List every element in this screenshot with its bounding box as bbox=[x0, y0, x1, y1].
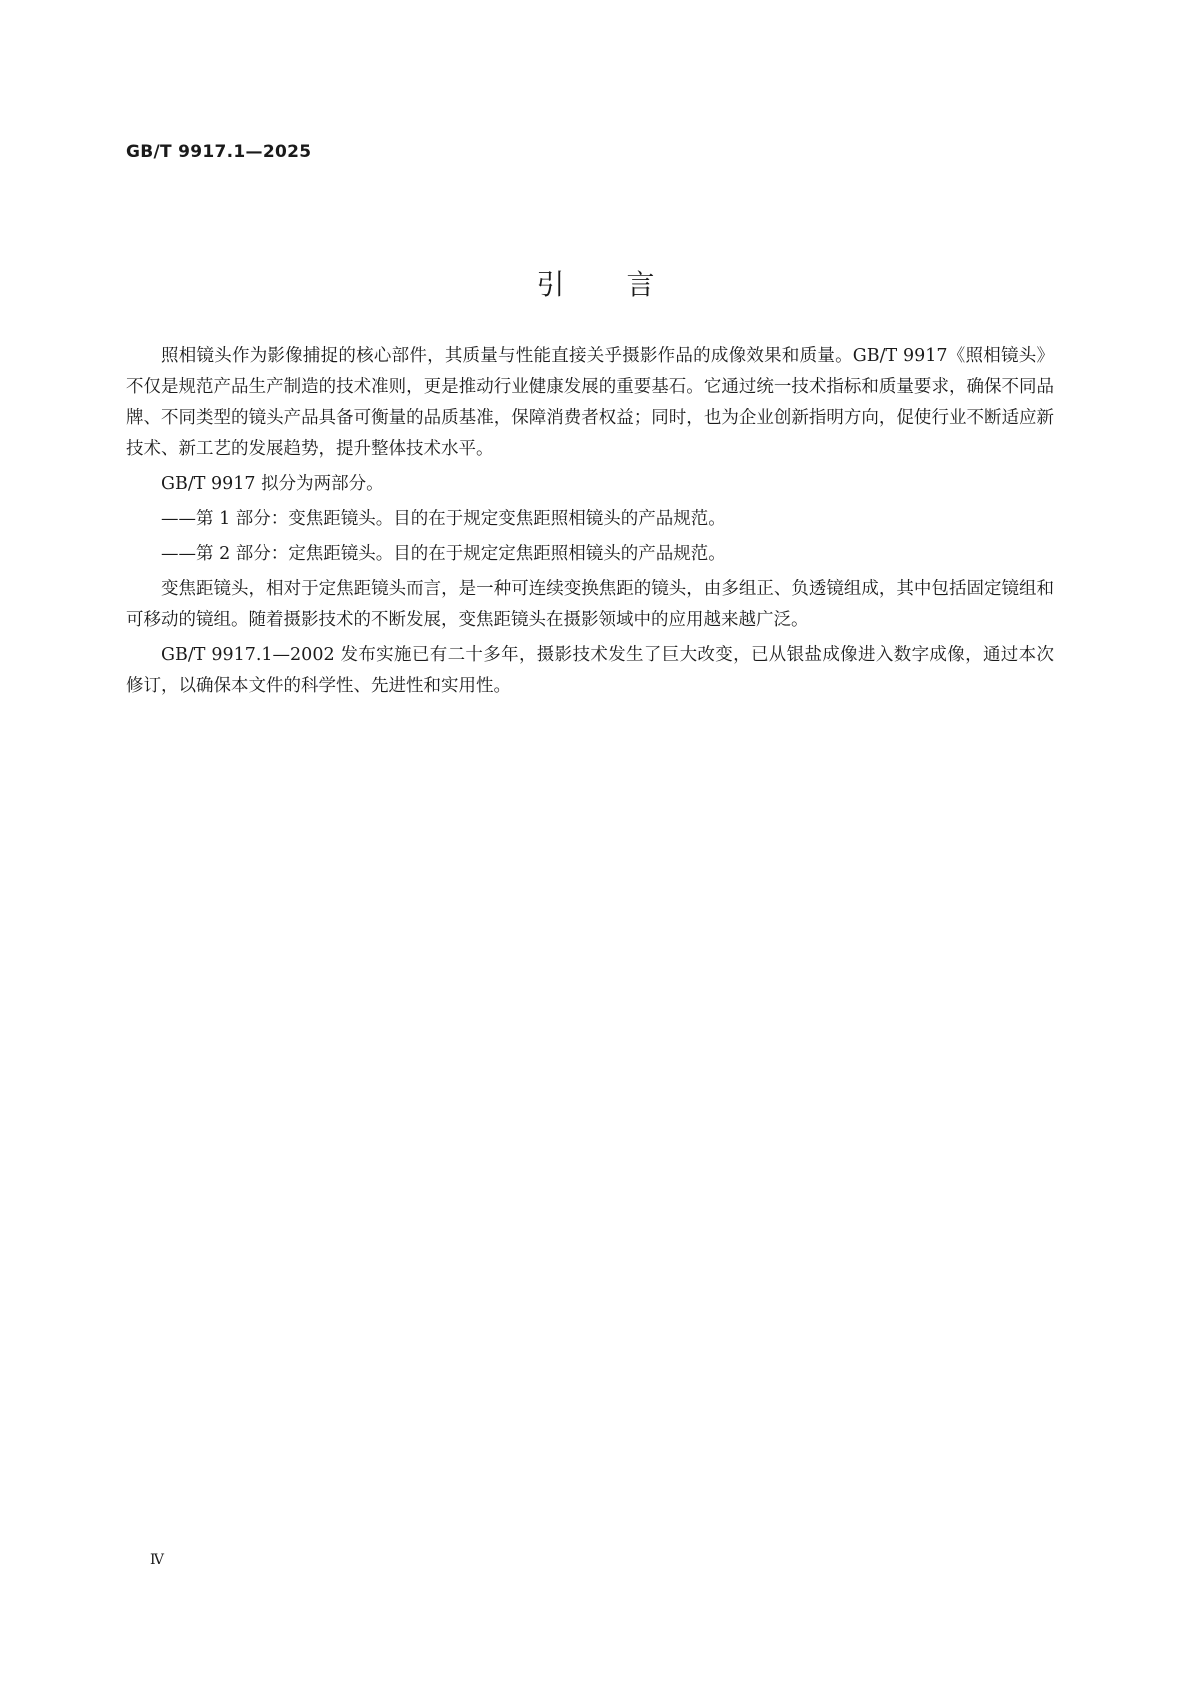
paragraph-5: 变焦距镜头，相对于定焦距镜头而言，是一种可连续变换焦距的镜头，由多组正、负透镜组成，其中包括固定镜组和可移动的镜组。随着摄影技术的不断发展，变焦距镜头在摄影领域中的应用越来越广泛。 bbox=[126, 579, 1054, 630]
paragraph-4: ——第 2 部分：定焦距镜头。目的在于规定定焦距照相镜头的产品规范。 bbox=[161, 544, 726, 564]
paragraph-1: 照相镜头作为影像捕捉的核心部件，其质量与性能直接关乎摄影作品的成像效果和质量。GB/T 9917《照相镜头》不仅是规范产品生产制造的技术准则，更是推动行业健康发展的重要基石。它通过统一技术指标和质量要求，确保不同品牌、不同类型的镜头产品具备可衡量的品质基准，保障消费者权益；同时，也为企业创新指明方向，促使行业不断适应新技术、新工艺的发展趋势，提升整体技术水平。 bbox=[126, 346, 1054, 459]
paragraph-3: ——第 1 部分：变焦距镜头。目的在于规定变焦距照相镜头的产品规范。 bbox=[161, 509, 726, 529]
paragraph-2: GB/T 9917 拟分为两部分。 bbox=[161, 474, 384, 494]
introduction-body bbox=[126, 341, 1054, 706]
page-number: Ⅳ bbox=[150, 1552, 164, 1568]
standard-code-header: GB/T 9917.1—2025 bbox=[126, 142, 312, 162]
page-title: 引言 bbox=[536, 267, 717, 301]
paragraph-6: GB/T 9917.1—2002 发布实施已有二十多年，摄影技术发生了巨大改变，已从银盐成像进入数字成像，通过本次修订，以确保本文件的科学性、先进性和实用性。 bbox=[126, 645, 1054, 696]
